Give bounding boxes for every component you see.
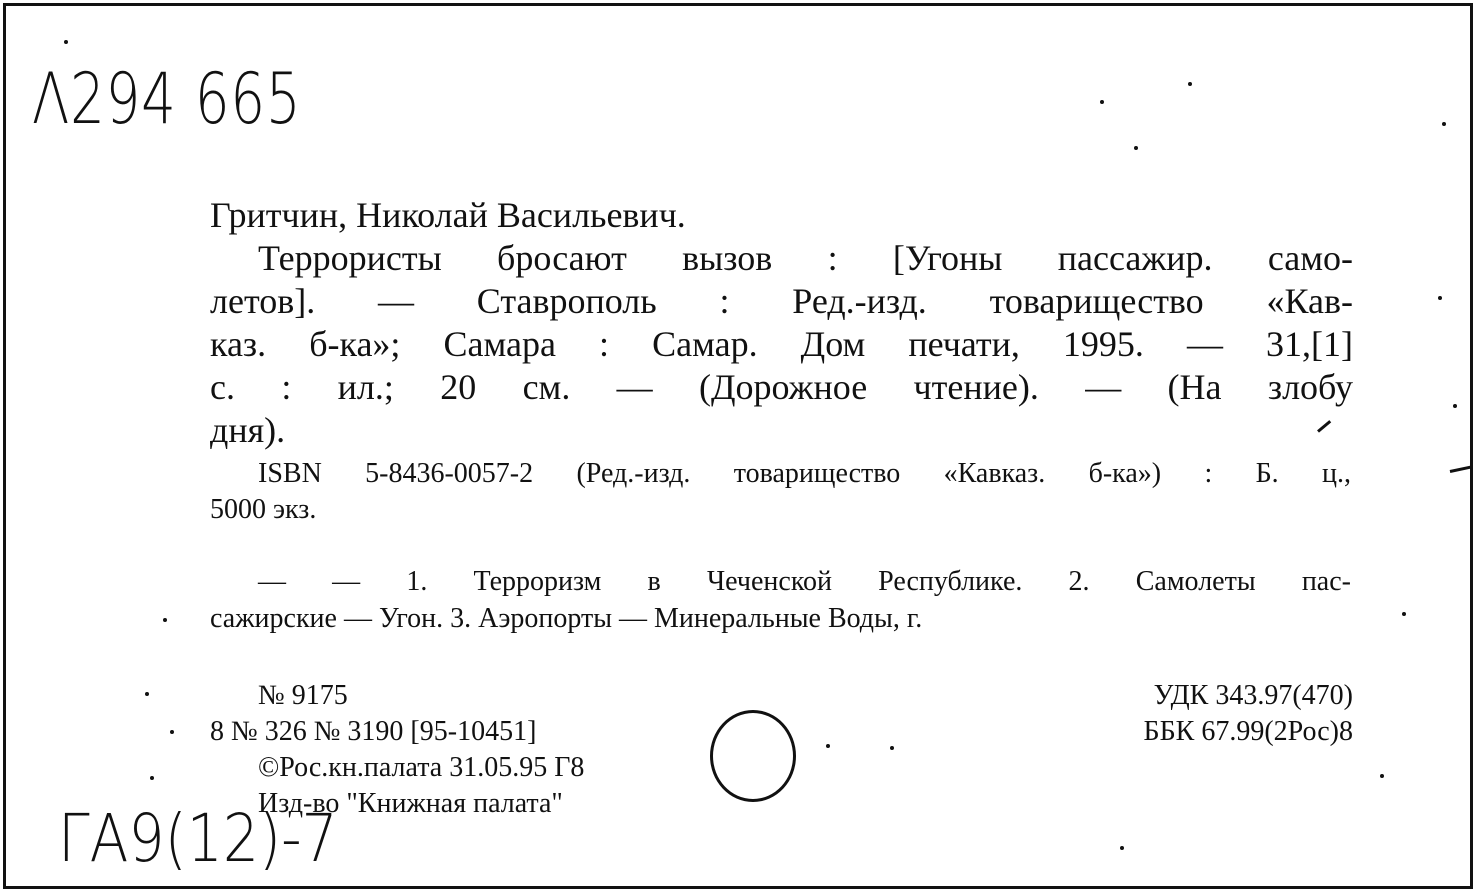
scan-speck [1188, 82, 1192, 86]
scan-speck [64, 40, 68, 44]
isbn-line-2: 5000 экз. [210, 494, 317, 525]
scan-speck [170, 730, 174, 734]
stamp-circle [710, 710, 796, 802]
scan-speck [1453, 404, 1457, 408]
scan-speck [1100, 100, 1104, 104]
bbk-code: ББК 67.99(2Рос)8 [1143, 716, 1353, 747]
scan-speck [150, 776, 154, 780]
handwritten-bottom-note: ГА9(12)-7 [58, 800, 338, 877]
scan-speck [890, 746, 894, 750]
scan-speck [1134, 146, 1138, 150]
udc-code: УДК 343.97(470) [1153, 680, 1353, 711]
scan-speck [1120, 846, 1124, 850]
description-line-1: Террористы бросают вызов : [Угоны пассажир. само- [258, 238, 1353, 278]
control-number: № 9175 [258, 680, 348, 711]
copyright-line: ©Рос.кн.палата 31.05.95 Г8 [258, 752, 585, 783]
description-line-3: каз. б-ка»; Самара : Самар. Дом печати, 1995. — 31,[1] [210, 324, 1353, 364]
scan-speck [826, 744, 830, 748]
handwritten-top-note: Λ294 665 [32, 58, 302, 140]
scan-speck [1442, 122, 1446, 126]
subject-headings-line-1: — — 1. Терроризм в Чеченской Республике. 2. Самолеты пас- [258, 566, 1351, 597]
description-line-5: дня). [210, 410, 286, 450]
scan-speck [1380, 774, 1384, 778]
description-line-4: с. : ил.; 20 см. — (Дорожное чтение). — (На злобу [210, 367, 1353, 407]
scan-speck [163, 618, 167, 622]
scan-speck [1402, 612, 1406, 616]
description-line-2: летов]. — Ставрополь : Ред.-изд. товарищество «Кав- [210, 281, 1353, 321]
scan-speck [1438, 296, 1442, 300]
isbn-line-1: ISBN 5-8436-0057-2 (Ред.-изд. товарищество «Кавказ. б-ка») : Б. ц., [258, 458, 1351, 489]
registration-numbers: 8 № 326 № 3190 [95-10451] [210, 716, 537, 747]
scan-speck [145, 692, 149, 696]
subject-headings-line-2: сажирские — Угон. 3. Аэропорты — Минеральные Воды, г. [210, 603, 923, 634]
author-heading: Гритчин, Николай Васильевич. [210, 195, 686, 235]
publisher-line: Изд-во "Книжная палата" [258, 788, 563, 819]
